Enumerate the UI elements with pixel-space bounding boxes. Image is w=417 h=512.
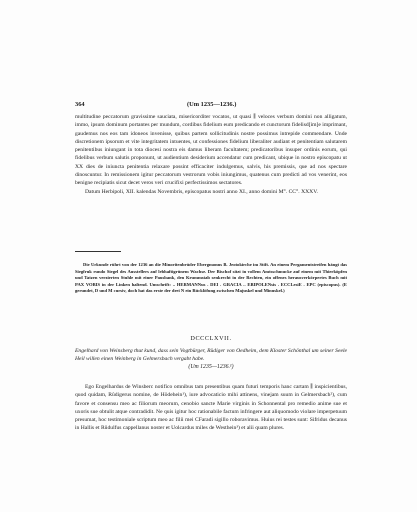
document-number: DCCCLXVII. [190, 335, 232, 342]
editorial-notes [75, 262, 347, 295]
seal-description-note: Die Urkunde rührt von der 1236 an die Minoritenbrüder Ebergmonns B. Jeotokirche im Stift. An einem Pergamentstreifen hängt das Siegfruk rundo Siegel des Ausstellers auf lebhaftigrünem Wachse. Der Bischof sitzt in vollem Amtsschmucke auf einem mit Thierköpfen und Tatzen verzierten Stuhle mit einer Pausbank, den Krummstab senkrecht in der Rechten, ein offenes herausverkörpertes Buch mit PAX VOBIS in der Linken haltend. Umschrift: .. HERMANNus . DEI . GRACIA .. EBIPOLENsis . ECCLesiE . EPC (episcopus). (E gerundet, D und M cursiv, doch hat das erste der drei N ein Rücklöfung zwischen Majuskel und Minuskel.) [75, 262, 347, 294]
document-date: (Um 1235—1236.¹) [188, 364, 234, 370]
running-title: (Um 1235—1236.) [187, 101, 237, 108]
notes-separator [75, 251, 121, 252]
regest-text: Engelhard von Weinsberg thut kund, dass sein Vogtbürger, Rüdiger von Oedheim, dem Kloster Schönthal um seiner Seele Heil willen einen Weinberg in Gelmersbach vergabt habe. [75, 348, 347, 363]
charter-dating-clause: Datum Herbipoli, XII. kalendas Novembris, episcopatus nostri anno XI., anno domini M°. CC°. XXXV. [85, 188, 318, 195]
charter-text [75, 383, 347, 433]
regest-summary [75, 347, 347, 363]
page-header [75, 101, 347, 111]
page-number: 364 [75, 101, 85, 108]
charter-text-continued [75, 113, 347, 196]
charter-paragraph: multitudine peccatorum gravissime sauciata, misericorditer vocatos, ut quasi ∥ veloces verbum domini non alligatum, immo, ipsum dominum portantes per mundum, cordibus fidelium eum predicando et cunctorum fidelisd[im]e imprimant, gaudemus nos eos tam idoneos invenisse, quibus partem sollicitudinis nostre possimus intrepide commendare. Unde discretionem ipsorum et vite integritatem intuentes, ut confessiones fidelium liberaliter audiant et penitentiam salutarem penitentibus iniungant in tota diocesi nostra eis damus liberam facultatem; predicatoribus insuper ordinis eorum, qui fidelibus verbum salutis proponunt, ut audientium desiderium accendatur cum predicant, ubique in nostro episcopatu ut XX dies de iniuncta penitentia relaxare possint efficaciter indulgemus, salvis, his premissis, que ad nos spectare dinoscuntur. In remissionem igitur peccatorum vestrorum vobis iniungimus, quatenus cum predicti ad vos venerint, eos benigne recipiatis sicut decet veros veri crucifixi perfectissimos sectatores. [75, 114, 347, 187]
charter-paragraph: Ego Engelhardus de Winsberc notifico omnibus tam presentibus quam futuri temporis hanc cartam ∥ inspicientibus, quod quidam, Rûdigerus nomine, de Hödehein¹), iure advocaticio mihi attinens, vinejam suum in Gelmersbach²), cum favore et consensu meo ac filiorum meorum, cenobio sancte Marie virginis in Schonnental pro remedio anime sue et uxoris sue obtulit atque contradidit. Ne quis igitur hoc rationabile factum infringere aut aliquomodo violare imperpetuum presumat, hoc testimoniale scriptum meo ac filii mei CFaradi sigillo roboravimus. Huius rei testes sunt: Sifridus decanus in Hallis et Rûdulfus cappellanus noster et Uolcardus miles de Westhein³) et alii quam plures. [75, 384, 347, 432]
